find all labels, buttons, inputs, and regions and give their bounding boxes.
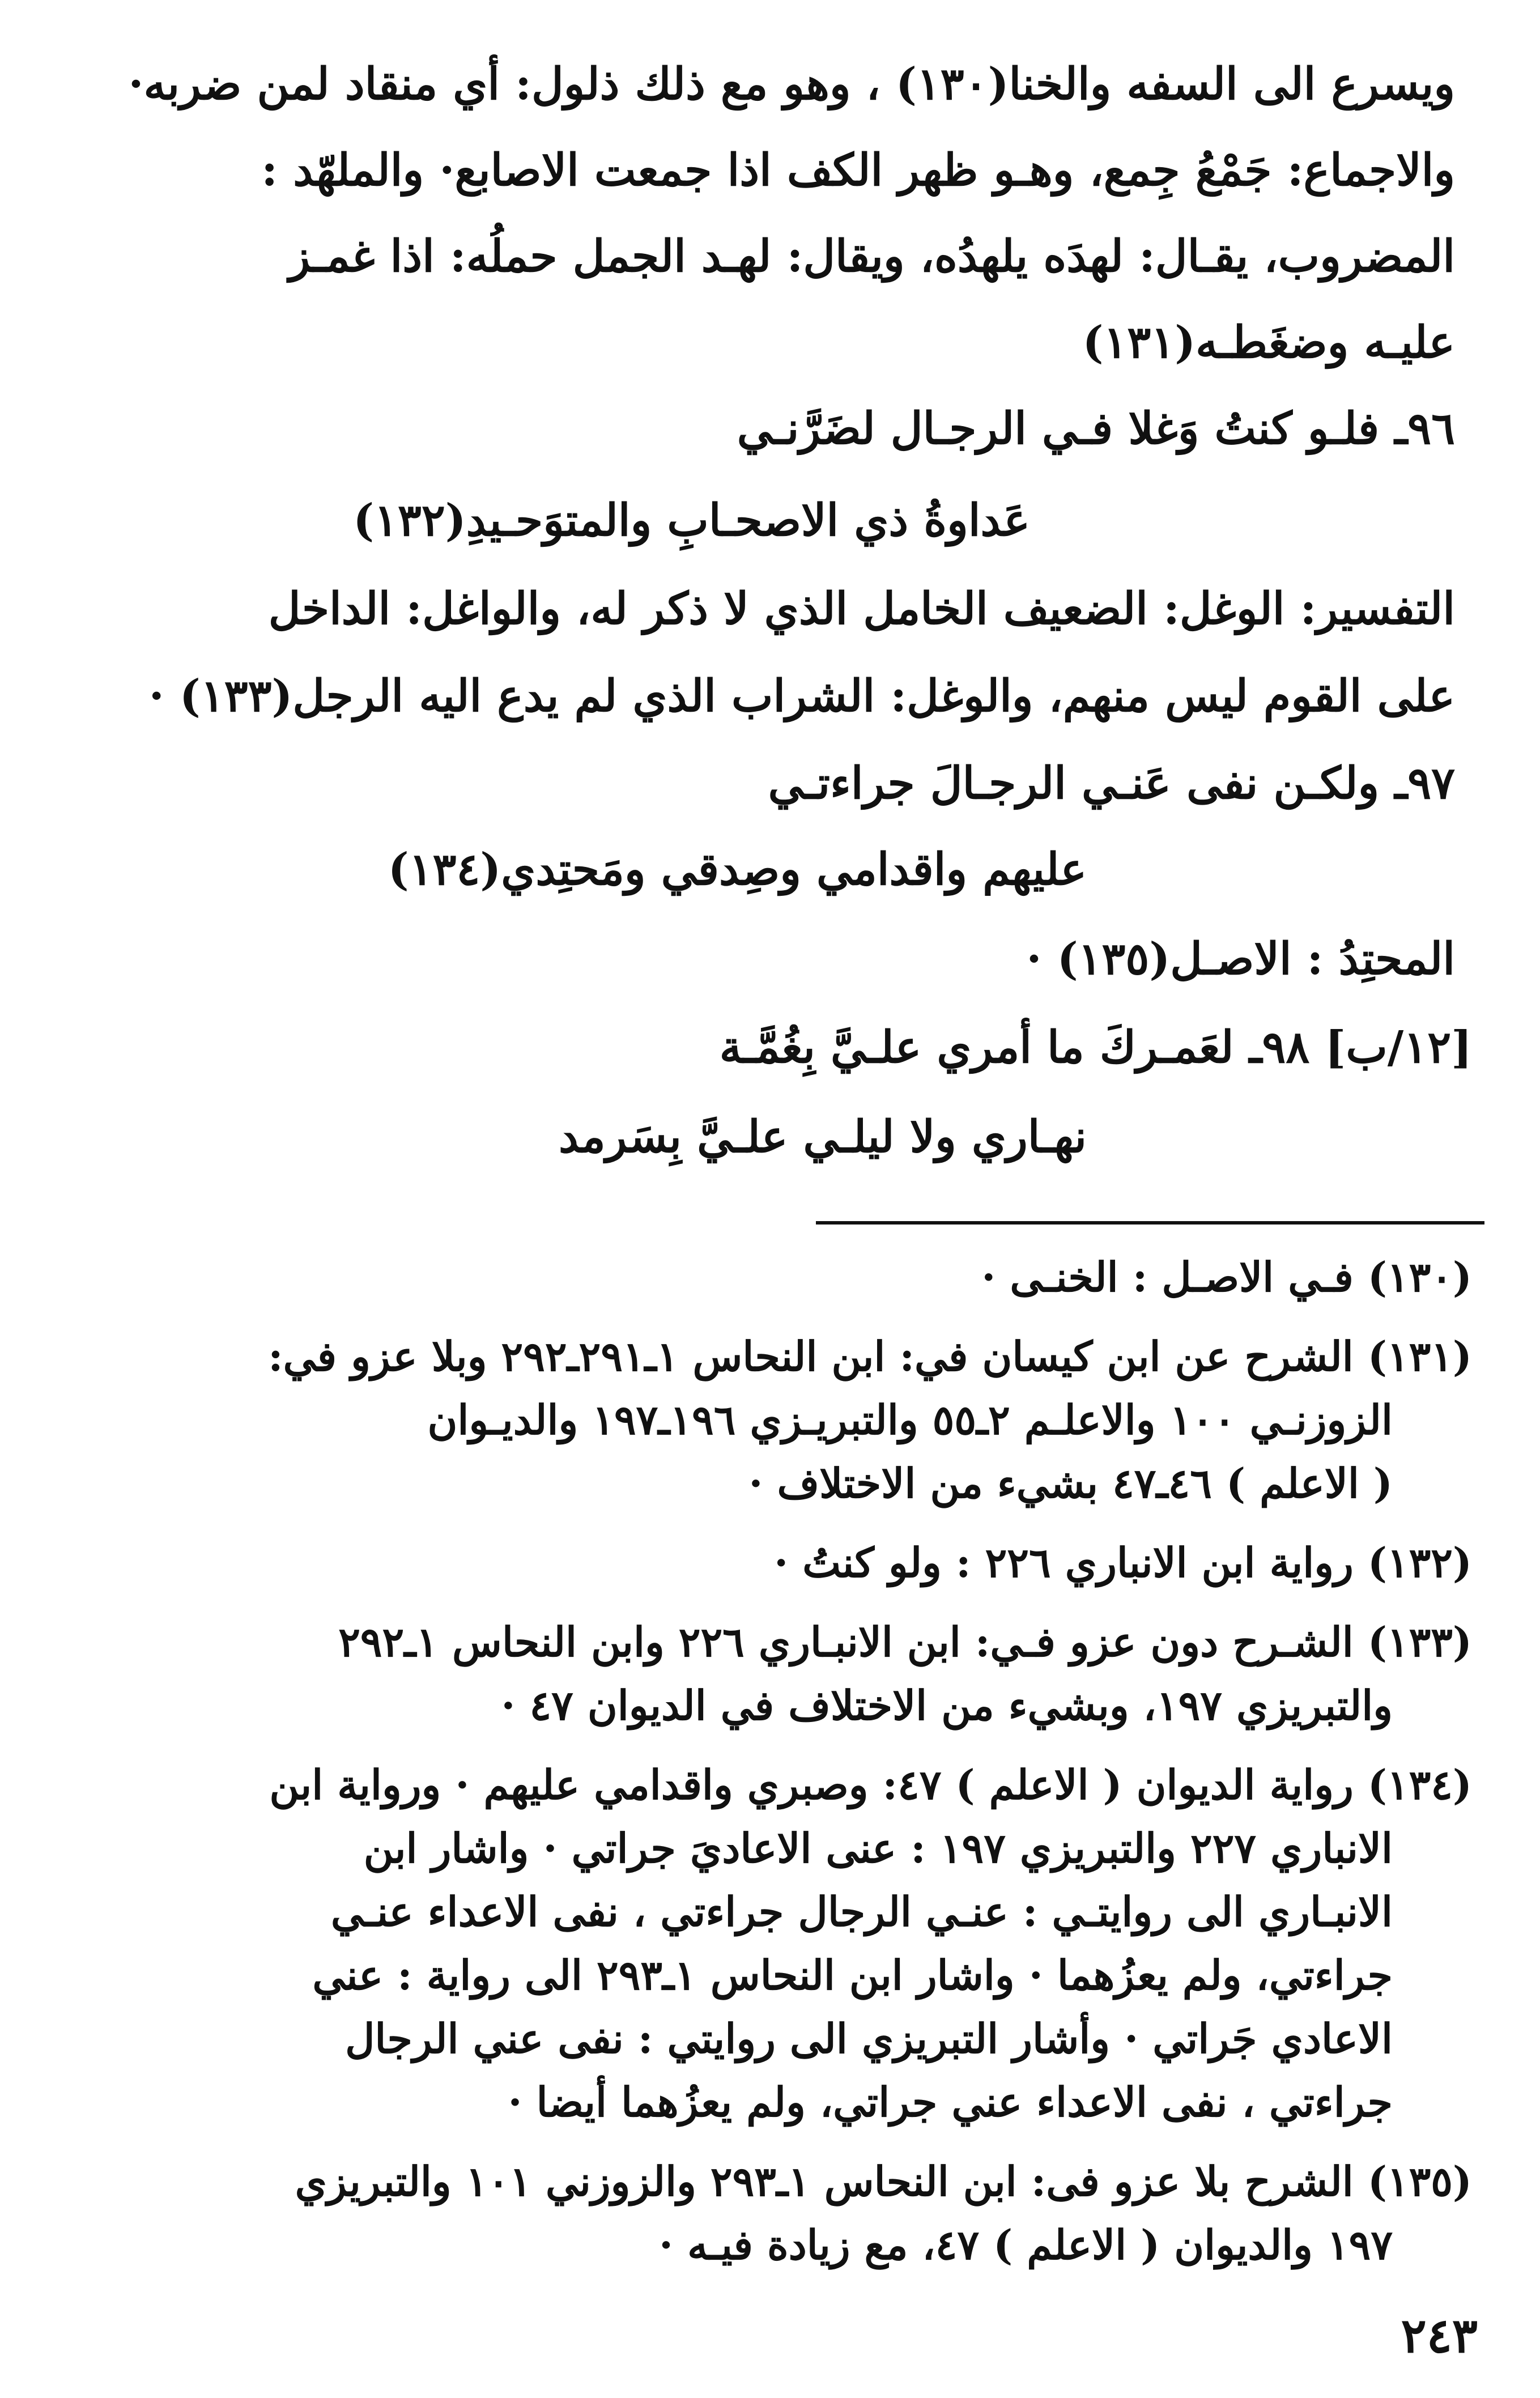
- footnote-134-cont: الاعادي جَراتي · وأشار التبريزي الى روايتي : نفى عني الرجال: [345, 2014, 1393, 2063]
- page-number: ٢٤٣: [1401, 2307, 1478, 2363]
- text-line: ويسرع الى السفه والخنا(١٣٠) ، وهو مع ذلك ذلول: أي منقاد لمن ضربه·: [128, 58, 1455, 110]
- verse-98-first-hemistich: [١٢/ب] ٩٨ـ لعَمـركَ ما أمري علـيَّ بِغُمَّـة: [719, 1022, 1472, 1073]
- text-line: التفسير: الوغل: الضعيف الخامل الذي لا ذكر له، والواغل: الداخل: [268, 583, 1455, 635]
- verse-97-first-hemistich: ٩٧ـ ولكـن نفى عَنـي الرجـالَ جراءتـي: [768, 758, 1455, 809]
- footnote-separator: [816, 1221, 1484, 1224]
- footnote-134-cont: جراءتي ، نفى الاعداء عني جراتي، ولم يعزُهما أيضا ·: [508, 2078, 1393, 2126]
- text-line: عليـه وضغَطـه(١٣١): [1082, 317, 1455, 368]
- text-line: المحتِدُ : الاصـل(١٣٥) ·: [1026, 933, 1455, 985]
- footnote-135-cont: ١٩٧ والديوان ( الاعلم ) ٤٧، مع زيادة فيـه ·: [658, 2221, 1393, 2269]
- footnote-132: (١٣٢) رواية ابن الانباري ٢٢٦ : ولو كنتُ ·: [774, 1538, 1472, 1587]
- footnote-134: (١٣٤) رواية الديوان ( الاعلم ) ٤٧: وصبري واقدامي عليهم · ورواية ابن: [269, 1761, 1472, 1809]
- footnote-133: (١٣٣) الشـرح دون عزو فـي: ابن الانبـاري ٢٢٦ وابن النحاس ١ـ٢٩٢: [338, 1618, 1472, 1666]
- footnote-131-cont: ( الاعلم ) ٤٦ـ٤٧ بشيء من الاختلاف ·: [748, 1459, 1393, 1507]
- footnote-131: (١٣١) الشرح عن ابن كيسان في: ابن النحاس ١ـ٢٩١ـ٢٩٢ وبلا عزو في:: [268, 1332, 1472, 1380]
- footnote-130: (١٣٠) فـي الاصـل : الخنـى ·: [981, 1253, 1472, 1301]
- text-line: على القوم ليس منهم، والوغل: الشراب الذي لم يدع اليه الرجل(١٣٣) ·: [148, 670, 1455, 722]
- footnote-131-cont: الزوزنـي ١٠٠ والاعلـم ٢ـ٥٥ والتبريـزي ١٩٦ـ١٩٧ والديـوان: [427, 1396, 1393, 1444]
- verse-96-second-hemistich: عَداوةُ ذي الاصحـابِ والمتوَحـيدِ(١٣٢): [353, 495, 1030, 546]
- verse-96-first-hemistich: ٩٦ـ فلـو كنتُ وَغلا فـي الرجـال لضَرَّنـي: [737, 403, 1455, 454]
- footnote-133-cont: والتبريزي ١٩٧، وبشيء من الاختلاف في الديوان ٤٧ ·: [501, 1681, 1393, 1729]
- text-line: المضروب، يقـال: لهدَه يلهدُه، ويقال: لهـد الجمل حملُه: اذا غمـز: [288, 231, 1455, 282]
- footnote-134-cont: الانبـاري الى روايتـي : عنـي الرجال جراءتي ، نفى الاعداء عنـي: [330, 1887, 1393, 1936]
- verse-98-second-hemistich: نهـاري ولا ليلـي علـيَّ بِسَرمد: [558, 1111, 1087, 1163]
- verse-97-second-hemistich: عليهم واقدامي وصِدقي ومَحتِدي(١٣٤): [388, 844, 1087, 895]
- footnote-134-cont: جراءتي، ولم يعزُهما · واشار ابن النحاس ١ـ٢٩٣ الى رواية : عني: [312, 1951, 1393, 1999]
- footnote-134-cont: الانباري ٢٢٧ والتبريزي ١٩٧ : عنى الاعاديَ جراتي · واشار ابن: [363, 1824, 1393, 1872]
- footnote-135: (١٣٥) الشرح بلا عزو فى: ابن النحاس ١ـ٢٩٣ والزوزني ١٠١ والتبريزي: [295, 2157, 1472, 2205]
- text-line: والاجماع: جَمْعُ جِمع، وهـو ظهر الكف اذا جمعت الاصابع· والملهّد :: [261, 144, 1455, 196]
